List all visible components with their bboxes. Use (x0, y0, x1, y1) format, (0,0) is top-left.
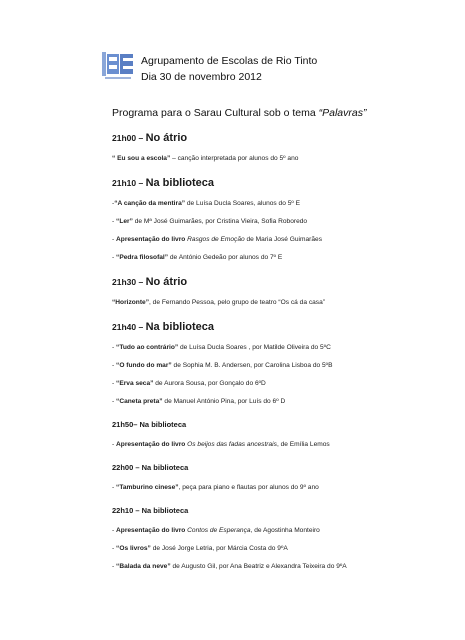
program-item: - “O fundo do mar” de Sophia M. B. Andersen, por Carolina Lisboa do 5ºB (112, 362, 333, 369)
program-content (112, 130, 452, 571)
program-item: - Apresentação do livro Rasgos de Emoção de Maria José Guimarães (112, 236, 323, 243)
program-item: “Horizonte”, de Fernando Pessoa, pelo grupo de teatro “Os cá da casa” (112, 299, 325, 306)
header (141, 53, 317, 85)
program-item: “ Eu sou a escola” – canção interpretada por alunos do 5º ano (112, 155, 299, 162)
program-item: - “Erva seca” de Aurora Sousa, por Gonçalo do 6ºD (112, 380, 266, 387)
section-heading-small: 22h00 – Na biblioteca (112, 463, 189, 472)
program-item: - Apresentação do livro Os beijos das fadas ancestrais, de Emília Lemos (112, 441, 330, 448)
program-item: - “Caneta preta” de Manuel António Pina, por Luís do 6º D (112, 398, 286, 405)
program-item: - Apresentação do livro Contos de Esperança, de Agostinha Monteiro (112, 527, 320, 534)
school-name: Agrupamento de Escolas de Rio Tinto (141, 55, 318, 67)
program-item: - “Os livros” de José Jorge Letria, por Márcia Costa do 9ºA (112, 545, 288, 552)
program-item: - “Tudo ao contrário” de Luísa Ducla Soares , por Matilde Oliveira do 5ºC (112, 344, 331, 351)
section-heading: 21h30 – No átrio (112, 276, 188, 288)
program-item: -“A canção da mentira” de Luísa Ducla Soares, alunos do 5º E (112, 200, 301, 207)
section-heading-small: 22h10 – Na biblioteca (112, 506, 189, 515)
school-logo-icon (101, 50, 135, 82)
section-heading-small: 21h50– Na biblioteca (112, 420, 187, 429)
event-date: Dia 30 de novembro 2012 (141, 71, 262, 83)
section-heading: 21h10 – Na biblioteca (112, 177, 215, 189)
program-item: - “Pedra filosofal” de António Gedeão por alunos do 7º E (112, 254, 283, 261)
program-theme: “Palavras” (318, 107, 367, 119)
program-item: - “Tamburino cinese”, peça para piano e flautas por alunos do 9º ano (112, 484, 319, 491)
section-heading: 21h40 – Na biblioteca (112, 321, 215, 333)
program-item: - “Balada da neve” de Augusto Gil, por Ana Beatriz e Alexandra Teixeira do 9ºA (112, 563, 347, 570)
program-item: - “Ler” de Mª José Guimarães, por Cristina Vieira, Sofia Roboredo (112, 218, 308, 225)
section-heading: 21h00 – No átrio (112, 132, 188, 144)
program-title: Programa para o Sarau Cultural sob o tema “Palavras” (112, 107, 367, 119)
